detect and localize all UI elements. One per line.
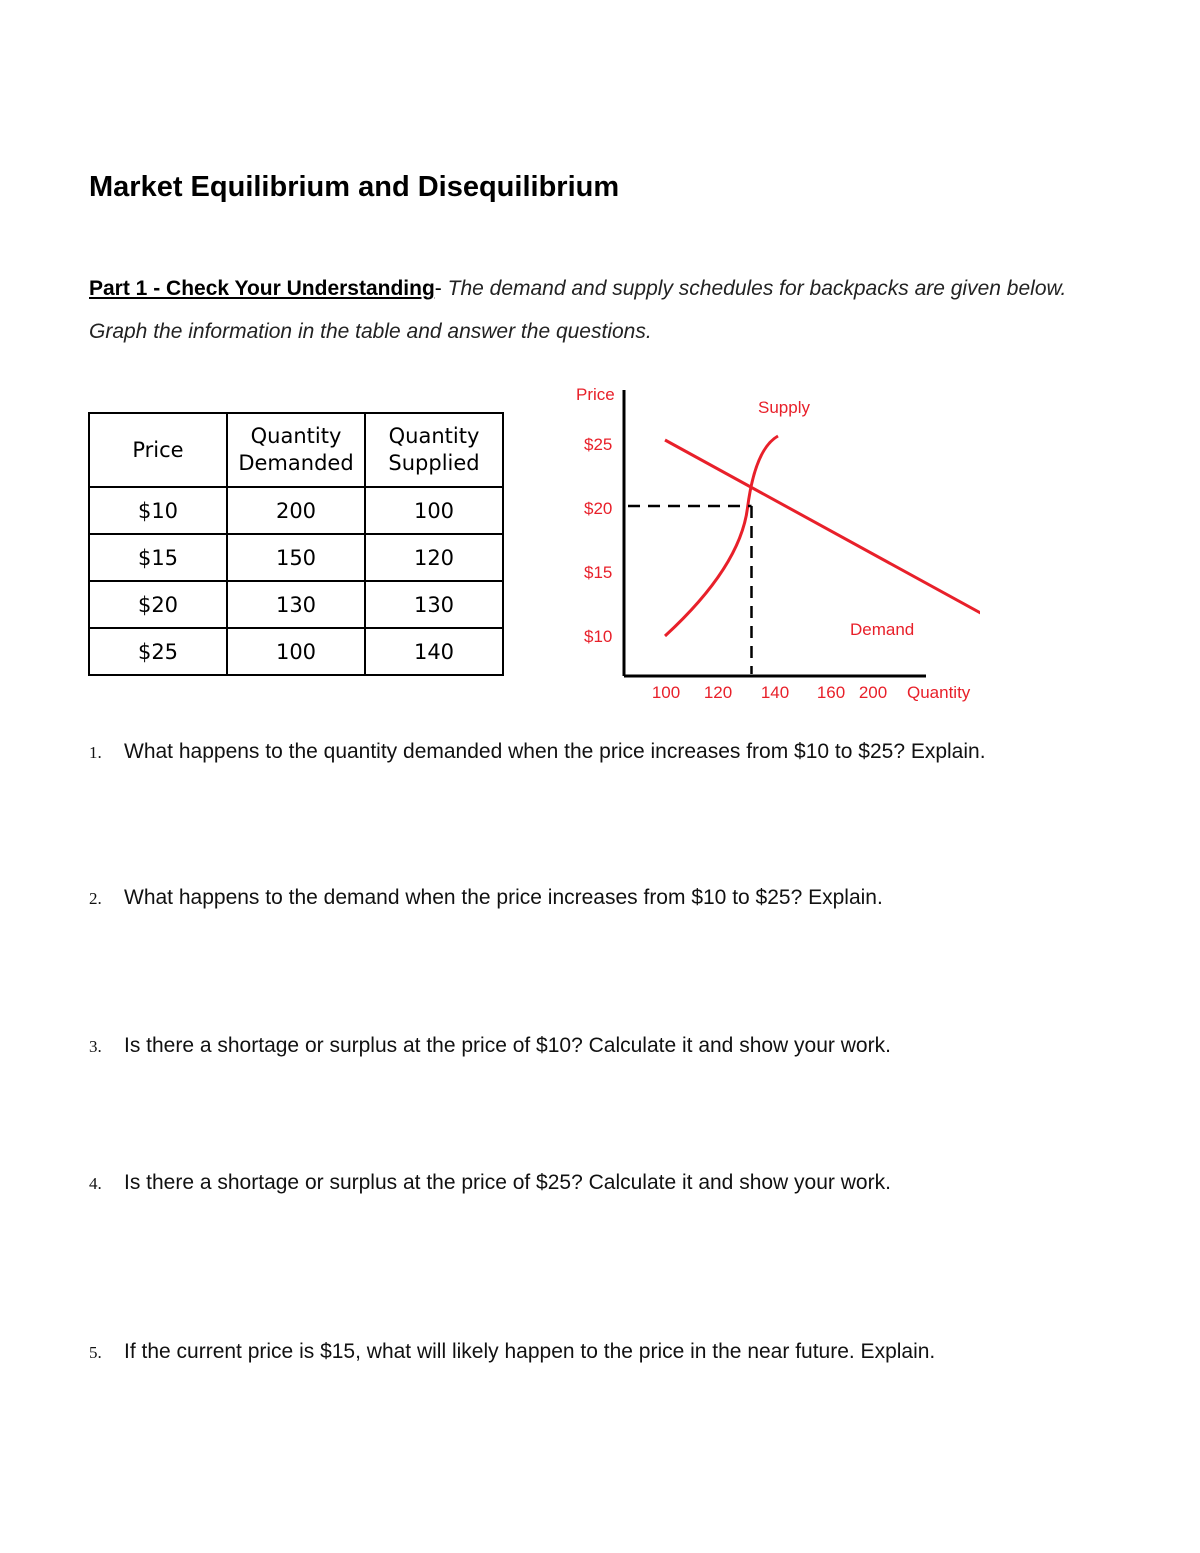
cell-supplied: 130 — [365, 581, 503, 628]
question-text: If the current price is $15, what will likely happen to the price in the near future. Explain. — [124, 1340, 936, 1363]
cell-demanded: 130 — [227, 581, 365, 628]
y-tick-label: $25 — [584, 435, 613, 454]
x-tick-label: 120 — [703, 683, 733, 702]
question-number: 4. — [89, 1174, 102, 1193]
x-tick-label: 100 — [651, 683, 681, 702]
x-axis-label: Quantity — [907, 683, 971, 702]
supply-demand-chart — [560, 378, 980, 708]
table-row — [89, 581, 503, 628]
question-number: 2. — [89, 889, 102, 908]
cell-supplied: 120 — [365, 534, 503, 581]
question-number: 1. — [89, 743, 102, 762]
instruction-text: The demand and supply schedules for backpacks are given below. Graph the information in the table and answer the questions. — [89, 277, 1067, 343]
table-header-row — [89, 413, 503, 487]
question-text: Is there a shortage or surplus at the price of $25? Calculate it and show your work. — [124, 1171, 891, 1194]
y-tick-label: $20 — [584, 499, 613, 518]
question-number: 5. — [89, 1343, 102, 1362]
y-tick-label: $15 — [584, 563, 613, 582]
cell-supplied: 100 — [365, 487, 503, 534]
part-separator: - — [434, 277, 448, 300]
cell-supplied: 140 — [365, 628, 503, 675]
cell-demanded: 150 — [227, 534, 365, 581]
table-row — [89, 628, 503, 675]
supply-curve — [665, 436, 778, 636]
intro-paragraph — [89, 267, 1099, 353]
table-row — [89, 534, 503, 581]
supply-label: Supply — [758, 398, 810, 417]
part-label: Part 1 - Check Your Understanding — [89, 277, 435, 300]
cell-demanded: 200 — [227, 487, 365, 534]
question-text: What happens to the demand when the price increases from $10 to $25? Explain. — [124, 886, 883, 909]
question-text: Is there a shortage or surplus at the price of $10? Calculate it and show your work. — [124, 1034, 891, 1057]
x-tick-label: 140 — [760, 683, 790, 702]
table-row — [89, 487, 503, 534]
cell-price: $25 — [89, 628, 227, 675]
cell-price: $15 — [89, 534, 227, 581]
x-tick-label: 200 — [858, 683, 888, 702]
cell-demanded: 100 — [227, 628, 365, 675]
question-text: What happens to the quantity demanded when the price increases from $10 to $25? Explain. — [124, 740, 986, 763]
header-price: Price — [89, 413, 227, 487]
header-quantity-demanded: Quantity Demanded — [227, 413, 365, 487]
schedule-table — [88, 412, 504, 676]
y-axis-label: Price — [576, 385, 615, 404]
header-quantity-supplied: Quantity Supplied — [365, 413, 503, 487]
demand-curve — [665, 440, 980, 616]
x-tick-label: 160 — [816, 683, 846, 702]
page-title: Market Equilibrium and Disequilibrium — [89, 171, 620, 203]
cell-price: $10 — [89, 487, 227, 534]
demand-label: Demand — [850, 620, 915, 639]
y-tick-label: $10 — [584, 627, 613, 646]
cell-price: $20 — [89, 581, 227, 628]
question-number: 3. — [89, 1037, 102, 1056]
chart-marks — [584, 398, 980, 702]
